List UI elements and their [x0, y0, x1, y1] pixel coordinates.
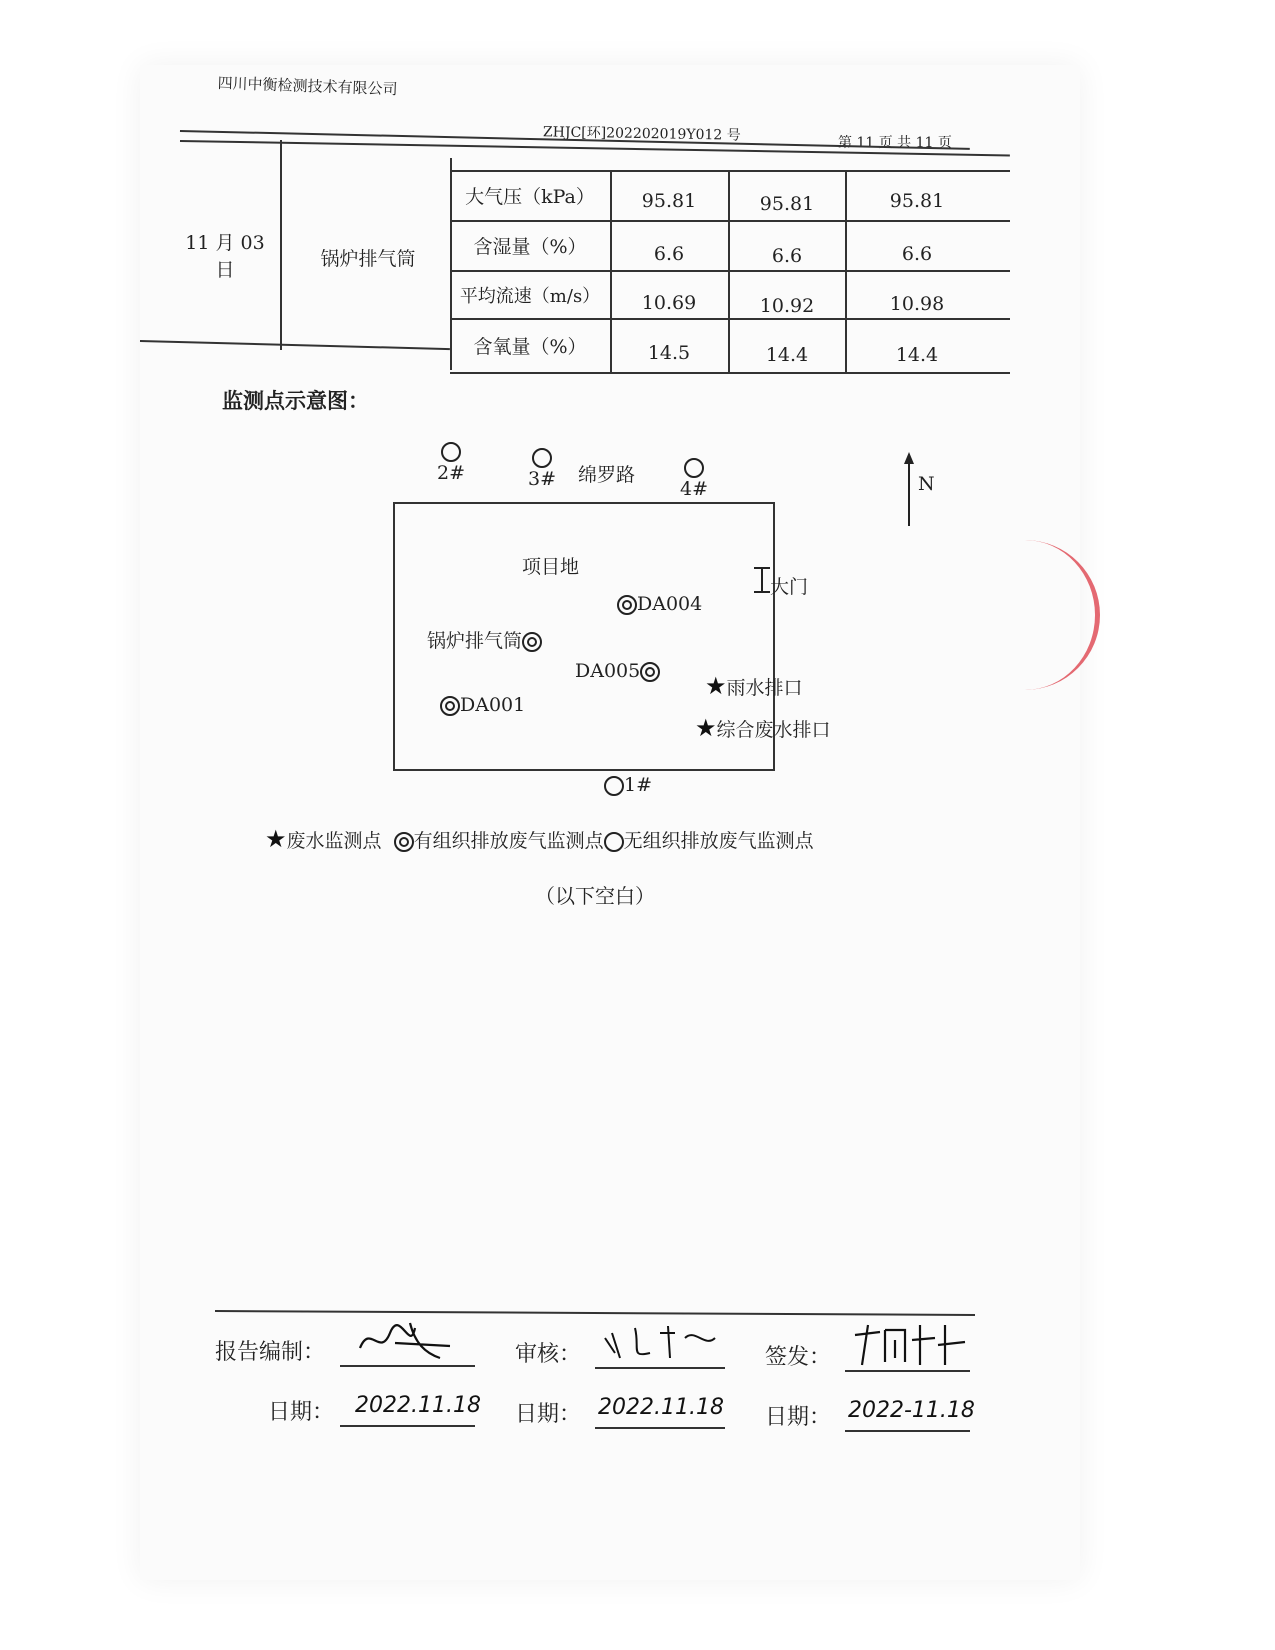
double-ring-icon: [522, 632, 542, 652]
ring-icon: [532, 448, 552, 468]
map-legend: ★废水监测点 有组织排放废气监测点 无组织排放废气监测点: [265, 825, 814, 853]
gate-label: 大门: [770, 576, 809, 598]
stamp: [985, 540, 1100, 690]
company-name: 四川中衡检测技术有限公司: [217, 73, 398, 99]
table-cell: 95.81: [889, 190, 945, 212]
double-ring-icon: [617, 595, 637, 615]
measurement-date: 11 月 03 日: [185, 232, 265, 281]
date-label-2: 日期：: [515, 1402, 582, 1427]
gate-icon: [752, 566, 772, 596]
review-label: 审核：: [515, 1342, 582, 1367]
date-label-1: 日期：: [268, 1400, 335, 1425]
rain-outlet: ★雨水排口: [705, 672, 803, 700]
review-signature: [600, 1318, 720, 1371]
issue-label: 签发：: [765, 1345, 832, 1370]
double-ring-icon: [440, 696, 460, 716]
star-icon: ★: [695, 714, 717, 742]
double-ring-icon: [640, 662, 660, 682]
measurement-table: [180, 140, 1010, 385]
param-humidity: 含湿量（%）: [473, 236, 587, 258]
monitor-point-1: 1#: [604, 774, 652, 796]
table-cell: 6.6: [653, 243, 685, 265]
site-label: 项目地: [522, 556, 580, 578]
table-cell: 6.6: [901, 243, 933, 265]
table-cell: 14.4: [765, 344, 809, 366]
date-line-2: [595, 1427, 725, 1429]
ring-icon: [604, 832, 624, 852]
blank-below-note: （以下空白）: [535, 884, 655, 908]
road-name: 绵罗路: [578, 464, 636, 486]
date-line-1: [340, 1425, 475, 1427]
ring-icon: [684, 458, 704, 478]
date-value-2: 2022.11.18: [598, 1395, 724, 1420]
date-line-3: [845, 1430, 970, 1432]
map-title: 监测点示意图：: [222, 388, 369, 413]
source-name: 锅炉排气筒: [320, 248, 416, 270]
star-icon: ★: [265, 825, 287, 853]
ring-icon: [604, 776, 624, 796]
table-cell: 10.98: [889, 293, 945, 315]
page-number: 第 11 页 共 11 页: [838, 135, 952, 151]
table-cell: 95.81: [641, 190, 697, 212]
table-cell: 10.69: [641, 292, 697, 314]
monitor-point-4: 4#: [680, 456, 708, 500]
ring-icon: [441, 442, 461, 462]
table-cell: 14.5: [647, 342, 691, 364]
point-da001: DA001: [440, 694, 525, 716]
table-cell: 10.92: [759, 295, 815, 317]
point-boiler: 锅炉排气筒: [427, 626, 542, 653]
table-cell: 14.4: [895, 344, 939, 366]
date-value-1: 2022.11.18: [355, 1393, 481, 1418]
north-label: N: [918, 473, 935, 495]
issue-signature: [850, 1320, 970, 1377]
monitor-point-3: 3#: [528, 446, 556, 490]
compile-label: 报告编制：: [215, 1340, 326, 1365]
param-flow: 平均流速（m/s）: [459, 286, 601, 307]
point-da004: DA004: [617, 593, 702, 615]
table-cell: 95.81: [759, 193, 815, 215]
wastewater-outlet: ★综合废水排口: [695, 714, 831, 742]
param-pressure: 大气压（kPa）: [465, 186, 595, 208]
point-da005: DA005: [575, 660, 660, 682]
star-icon: ★: [705, 672, 727, 700]
date-label-3: 日期：: [765, 1405, 832, 1430]
monitor-point-2: 2#: [437, 440, 465, 484]
param-oxygen: 含氧量（%）: [473, 336, 587, 358]
double-ring-icon: [394, 832, 414, 852]
document-number: ZHJC[环]202202019Y012 号: [542, 124, 741, 144]
table-cell: 6.6: [771, 245, 803, 267]
compile-signature: [355, 1318, 455, 1371]
date-value-3: 2022-11.18: [848, 1398, 975, 1423]
